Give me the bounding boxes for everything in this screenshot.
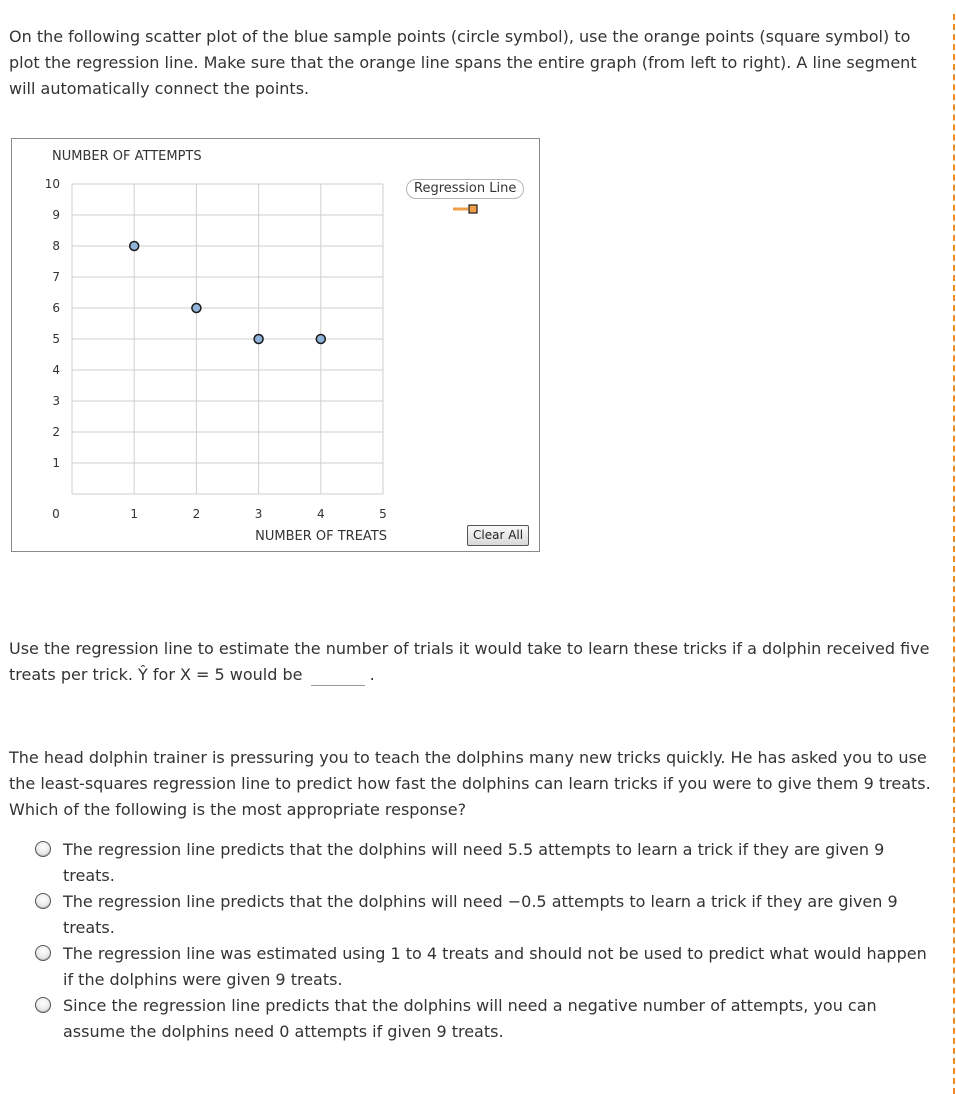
x-axis-title: NUMBER OF TREATS bbox=[255, 529, 387, 544]
option-label: The regression line was estimated using 1 to 4 treats and should not be used to predict what would happen if the dolphins were given 9 treats. bbox=[63, 944, 927, 989]
answer-option[interactable] bbox=[33, 889, 938, 941]
x-tick-label: 5 bbox=[379, 507, 387, 521]
orange-square-line-icon[interactable] bbox=[452, 202, 482, 216]
answer-option[interactable] bbox=[33, 837, 938, 889]
page-edge-divider bbox=[953, 14, 955, 1094]
y-tick-label: 10 bbox=[44, 177, 60, 191]
answer-options bbox=[33, 837, 938, 1045]
option-label: The regression line predicts that the dolphins will need −0.5 attempts to learn a trick if they are given 9 treats. bbox=[63, 892, 898, 937]
scatter-plot-widget bbox=[11, 138, 540, 552]
y-tick-label: 7 bbox=[52, 270, 60, 284]
question-1 bbox=[9, 636, 939, 688]
y-tick-label: 1 bbox=[52, 456, 60, 470]
radio-button-icon[interactable] bbox=[35, 893, 51, 909]
radio-button-icon[interactable] bbox=[35, 945, 51, 961]
y-tick-label: 5 bbox=[52, 332, 60, 346]
x-tick-label: 0 bbox=[52, 507, 60, 521]
answer-blank-input[interactable] bbox=[311, 667, 365, 686]
y-tick-label: 6 bbox=[52, 301, 60, 315]
question-1-text: Use the regression line to estimate the number of trials it would take to learn these tricks if a dolphin received five treats per trick. Ŷ for X = 5 would be bbox=[9, 639, 930, 684]
x-tick-label: 4 bbox=[316, 507, 325, 521]
y-axis-title: NUMBER OF ATTEMPTS bbox=[52, 149, 202, 164]
y-tick-label: 4 bbox=[52, 363, 60, 377]
scatter-plot-canvas[interactable] bbox=[12, 139, 539, 551]
sample-point bbox=[316, 335, 325, 344]
radio-button-icon[interactable] bbox=[35, 841, 51, 857]
x-tick-label: 1 bbox=[130, 507, 139, 521]
radio-button-icon[interactable] bbox=[35, 997, 51, 1013]
instructions-text: On the following scatter plot of the blue sample points (circle symbol), use the orange points (square symbol) to plot the regression line. Make sure that the orange line spans the entire graph (from left to right). A line segment will automatically connect the points. bbox=[9, 27, 917, 98]
y-tick-label: 2 bbox=[52, 425, 60, 439]
y-tick-label: 9 bbox=[52, 208, 60, 222]
x-tick-label: 3 bbox=[254, 507, 263, 521]
x-tick-label: 2 bbox=[192, 507, 201, 521]
question-2-text: The head dolphin trainer is pressuring you to teach the dolphins many new tricks quickly. He has asked you to use the least-squares regression line to predict how fast the dolphins can learn tricks if you were to give them 9 treats. Which of the following is the most appropriate response? bbox=[9, 748, 931, 819]
answer-option[interactable] bbox=[33, 993, 938, 1045]
regression-line-legend[interactable]: Regression Line bbox=[406, 179, 524, 199]
y-tick-label: 8 bbox=[52, 239, 60, 253]
option-label: The regression line predicts that the dolphins will need 5.5 attempts to learn a trick if they are given 9 treats. bbox=[63, 840, 885, 885]
y-tick-label: 3 bbox=[52, 394, 60, 408]
sample-point bbox=[192, 304, 201, 313]
clear-all-button[interactable]: Clear All bbox=[467, 525, 529, 546]
sample-point bbox=[254, 335, 263, 344]
answer-option[interactable] bbox=[33, 941, 938, 993]
sample-point bbox=[130, 242, 139, 251]
question-1-suffix: . bbox=[369, 665, 375, 684]
option-label: Since the regression line predicts that the dolphins will need a negative number of attempts, you can assume the dolphins need 0 attempts if given 9 treats. bbox=[63, 996, 877, 1041]
